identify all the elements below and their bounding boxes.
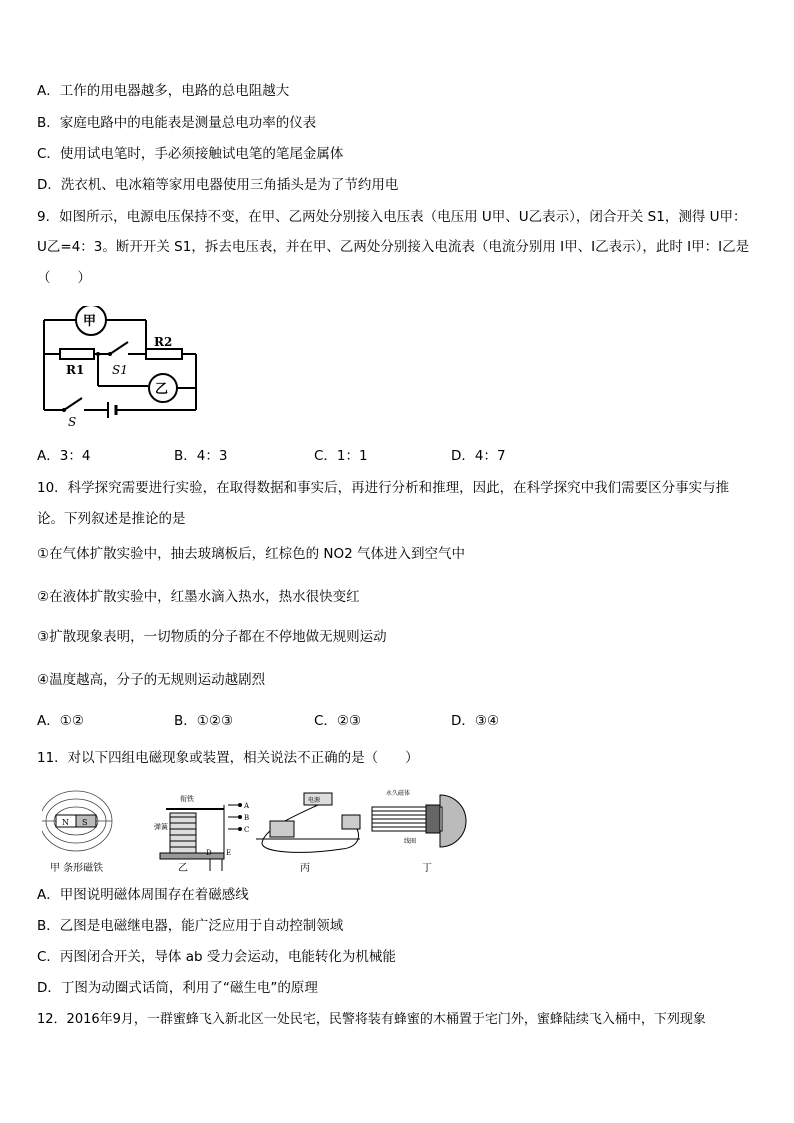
q9-stem-line2: U乙=4：3。断开开关 S1，拆去电压表，并在甲、乙两处分别接入电流表（电流分别用 I甲、I乙表示），此时 I甲：I乙是 [37,239,750,255]
q10-statement-2: ②在液体扩散实验中，红墨水滴入热水，热水很快变红 [37,589,360,605]
figure-ding-caption: 丁 [422,863,432,874]
q11-option-b: B．乙图是电磁继电器，能广泛应用于自动控制领域 [37,918,344,934]
q9-stem-line1: 9．如图所示，电源电压保持不变，在甲、乙两处分别接入电压表（电压用 U甲、U乙表示），闭合开关 S1，测得 U甲： [37,209,747,225]
q8-option-a: A．工作的用电器越多，电路的总电阻越大 [37,83,290,99]
q8-option-b: B．家庭电路中的电能表是测量总电功率的仪表 [37,115,317,131]
q11-figures [42,783,482,878]
relay-c-label: C [244,826,250,834]
q10-statement-4: ④温度越高，分子的无规则运动越剧烈 [37,672,266,688]
motor-power-label: 电源 [308,797,321,804]
q9-option-b: B．4：3 [174,448,228,464]
mic-coil-label: 线圈 [404,838,417,845]
microphone-figure [372,795,466,847]
r1-label: R1 [66,363,85,377]
q10-option-c: C．②③ [314,713,362,729]
q11-stem: 11．对以下四组电磁现象或装置，相关说法不正确的是（ ） [37,750,419,766]
q8-option-d: D．洗衣机、电冰箱等家用电器使用三角插头是为了节约用电 [37,177,399,193]
meter-jia-label: 甲 [83,314,97,329]
q9-stem-line3: （ ） [37,270,91,286]
q8-option-c: C．使用试电笔时，手必须接触试电笔的笔尾金属体 [37,146,344,162]
q10-option-b: B．①②③ [174,713,234,729]
figure-yi-caption: 乙 [178,863,188,874]
q12-stem-line1: 12．2016年9月，一群蜜蜂飞入新北区一处民宅，民警将装有蜂蜜的木桶置于宅门外，蜜蜂陆续飞入桶中，下列现象 [37,1012,706,1027]
q9-option-c: C．1：1 [314,448,368,464]
q11-option-d: D．丁图为动圈式话筒，利用了“磁生电”的原理 [37,980,318,996]
q10-stem-line1: 10．科学探究需要进行实验，在取得数据和事实后，再进行分析和推理，因此，在科学探究中我们需要区分事实与推 [37,480,730,496]
figure-bing-caption: 丙 [300,863,310,874]
magnet-n-label: N [62,818,69,827]
relay-b-label: B [244,814,250,822]
q9-option-a: A．3：4 [37,448,91,464]
relay-d-label: D [206,849,212,857]
q9-option-d: D．4：7 [451,448,506,464]
s-label: S [68,415,77,428]
relay-spring-label: 弹簧 [154,823,168,831]
q11-option-c: C．丙图闭合开关，导体 ab 受力会运动，电能转化为机械能 [37,949,396,965]
q10-options [37,711,757,731]
q11-option-a: A．甲图说明磁体周围存在着磁感线 [37,887,249,903]
r2-label: R2 [154,335,173,349]
q10-option-d: D．③④ [451,713,500,729]
s1-label: S1 [112,363,128,377]
magnet-s-label: S [82,818,88,827]
relay-figure [160,805,238,871]
meter-yi-label: 乙 [155,382,169,397]
q10-stem-line2: 论。下列叙述是推论的是 [37,511,186,527]
relay-a-label: A [244,802,250,810]
relay-iron-label: 衔铁 [180,795,194,803]
q9-options [37,446,757,466]
q10-option-a: A．①② [37,713,84,729]
mic-magnet-label: 永久磁体 [386,790,411,797]
q9-circuit-diagram [38,306,204,428]
figure-jia-caption: 甲 条形磁铁 [50,863,104,874]
q10-statement-3: ③扩散现象表明，一切物质的分子都在不停地做无规则运动 [37,629,387,645]
q10-statement-1: ①在气体扩散实验中，抽去玻璃板后，红棕色的 NO2 气体进入到空气中 [37,546,465,562]
relay-e-label: E [226,849,232,857]
